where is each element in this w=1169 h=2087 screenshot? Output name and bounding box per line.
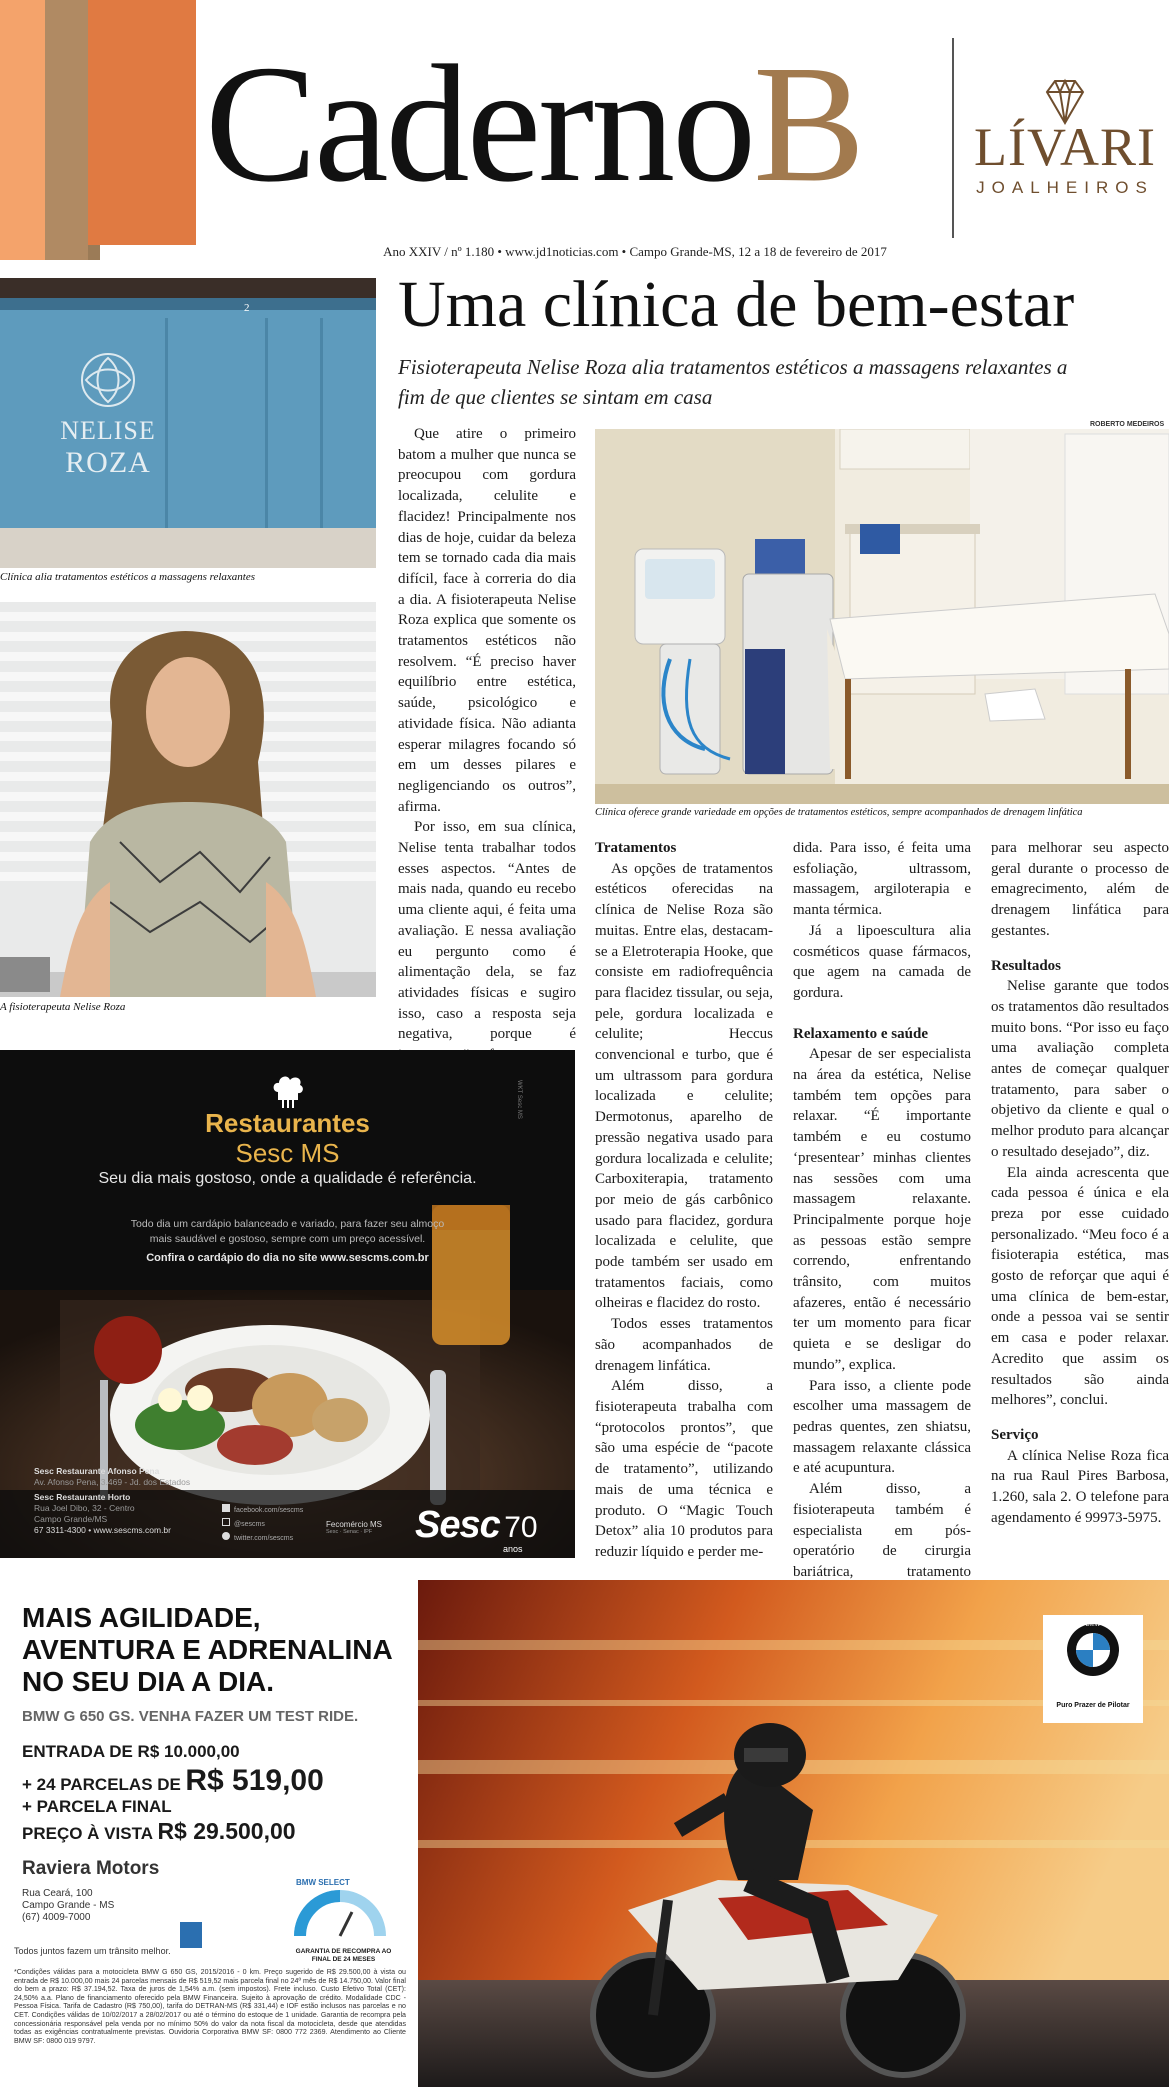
body-paragraph: dida. Para isso, é feita uma esfoliação, ultrassom, massagem, argiloterapia e manta térmica. bbox=[793, 840, 971, 919]
sesc-logo: Sesc 70 anos bbox=[415, 1504, 538, 1554]
bmw-entry: ENTRADA DE R$ 10.000,00 bbox=[22, 1742, 240, 1761]
sesc-ad-body1: Todo dia um cardápio balanceado e variado, para fazer seu almoço bbox=[130, 1218, 445, 1230]
location-address: Campo Grande/MS bbox=[34, 1514, 108, 1524]
intro-column bbox=[398, 424, 576, 1066]
section-heading: Resultados bbox=[991, 957, 1062, 974]
bmw-logo-letters: BMW bbox=[1085, 1622, 1101, 1628]
body-paragraph: Nelise garante que todos os tratamentos dão resultados muito bons. “Por isso eu faço uma avaliação completa antes de começar qualquer tratamento, para saber o objetivo da cliente e qual o melhor produto para alcançar o resultado desejado”, diz. bbox=[991, 978, 1169, 1160]
clinic-sign-line1: NELISE bbox=[60, 416, 156, 445]
section-heading: Serviço bbox=[991, 1426, 1039, 1443]
treatment-room-photo bbox=[595, 429, 1169, 804]
caption-room: Clínica oferece grande variedade em opções de tratamentos estéticos, sempre acompanhados de drenagem linfática bbox=[595, 807, 1083, 818]
bmw-headline-line: MAIS AGILIDADE, bbox=[22, 1602, 261, 1633]
intro-paragraph: Que atire o primeiro batom a mulher que nunca se preocupou com gordura localizada, celulite e flacidez! Principalmente nos dias de hoje, cuidar da beleza tem se tornado cada dia mais difícil, face à correria do dia a dia. A fisioterapeuta Nelise Roza explica que somente os tratamentos estéticos não resolvem. “É preciso haver equilíbrio entre estética, saúde, psicológico e atividade física. Não adianta esperar milagres focando só em um desses pilares e negligenciando os outros”, afirma. bbox=[398, 426, 576, 815]
sponsor-name: LÍVARI bbox=[973, 117, 1156, 177]
body-paragraph: As opções de tratamentos estéticos oferecidas na clínica de Nelise Roza são muitas. Entre elas, destacam-se a Eletroterapia Hooke, que consiste em radiofrequência para flacidez tissular, ou seja, pele, gordura localizada e celulite; Heccus convencional e turbo, que é um ultrassom para gordura localizada e celulite; Dermotonus, aparelho de pressão negativa usado para gordura localizada e celulite; Carboxiterapia, tratamento por meio de gás carbônico usado para flacidez, gordura localizada e celulite, que pode também ser usado em tratamentos faciais, como olheiras e flacidez do rosto. bbox=[595, 860, 773, 1312]
article-headline: Uma clínica de bem-estar bbox=[398, 268, 1075, 341]
bmw-motorcycle-photo bbox=[418, 1580, 1169, 2087]
sesc-social: facebook.com/sescms @sescms twitter.com/sescms bbox=[222, 1504, 303, 1546]
caption-clinic-front: Clínica alia tratamentos estéticos a massagens relaxantes bbox=[0, 571, 256, 583]
location-name: Sesc Restaurante Afonso Pena bbox=[34, 1466, 160, 1476]
dealer-name: Raviera Motors bbox=[22, 1858, 160, 1879]
transit-logo-icon bbox=[180, 1922, 202, 1948]
body-paragraph: Além disso, a fisioterapeuta trabalha com “protocolos prontos”, que são uma espécie de “pacote de tratamento”, utilizando mais de uma técnica e produto. O “Magic Touch Detox” alia 10 produtos para reduzir líquido e perder me- bbox=[595, 1378, 773, 1560]
sesc-phone-site: 67 3311-4300 • www.sescms.com.br bbox=[34, 1525, 171, 1535]
section-heading: Relaxamento e saúde bbox=[793, 1025, 928, 1042]
diamond-icon bbox=[1037, 78, 1093, 126]
photo-credit: ROBERTO MEDEIROS bbox=[1090, 421, 1165, 428]
sesc-ad-title2: Sesc MS bbox=[235, 1138, 340, 1168]
chef-hat-icon bbox=[268, 1070, 308, 1110]
body-paragraph: Para isso, a cliente pode escolher uma massagem de pedras quentes, zen shiatsu, massagem relaxante clássica e até acupuntura. bbox=[793, 1377, 971, 1477]
caption-portrait: A fisioterapeuta Nelise Roza bbox=[0, 1001, 126, 1013]
bmw-tagline: Puro Prazer de Pilotar bbox=[1056, 1702, 1130, 1709]
facebook-icon bbox=[222, 1504, 230, 1512]
body-column-1 bbox=[595, 838, 773, 1563]
fecomercio-logo: Fecomércio MS Sesc · Senac · IPF bbox=[326, 1520, 383, 1535]
bmw-logo-icon bbox=[1065, 1622, 1121, 1678]
body-paragraph: Todos esses tratamentos são acompanhados de drenagem linfática. bbox=[595, 1316, 773, 1374]
sesc-ad-body2: mais saudável e gostoso, sempre com um preço acessível. bbox=[149, 1233, 426, 1245]
bmw-ad-text-panel bbox=[0, 1580, 415, 2087]
twitter-icon bbox=[222, 1532, 230, 1540]
body-paragraph: Ela ainda acrescenta que cada pessoa é única e ela preza por esse cuidado personalizado. “Meu foco é a fisioterapia estética, mas gosto de reforçar que aqui é uma clínica de bem-estar, onde a pessoa vai se sentir em casa e poder relaxar. Acredito que assim os resultados são ainda melhores”, conclui. bbox=[991, 1164, 1169, 1409]
bmw-final-parcel: + PARCELA FINAL bbox=[22, 1797, 172, 1816]
bmw-select-gauge-icon bbox=[290, 1884, 390, 1944]
masthead-stripe-orange bbox=[88, 0, 196, 245]
masthead-stripe-accent bbox=[45, 0, 88, 260]
body-paragraph: para melhorar seu aspecto geral durante o processo de emagrecimento, além de drenagem linfática para gestantes. bbox=[991, 840, 1169, 939]
sponsor-logo bbox=[965, 80, 1165, 198]
body-paragraph: Apesar de ser especialista na área da estética, Nelise também tem opções para relaxar. “É importante também e eu costumo ‘presentear’ minhas clientes nas sessões com uma massagem relaxante. Principalmente porque hoje as pessoas estão sempre correndo, enfrentando trânsito, com muitos afazeres, então é necessário ter um momento para ficar quieta e se desligar do mundo”, explica. bbox=[793, 1046, 971, 1373]
sesc-restaurant-ad bbox=[0, 1050, 575, 1558]
body-column-2 bbox=[793, 838, 971, 1624]
sesc-ad-side-note: WKT Sesc MS bbox=[516, 1080, 522, 1119]
masthead-divider bbox=[952, 38, 954, 238]
location-address: Av. Afonso Pena, 3.469 - Jd. dos Estados bbox=[34, 1477, 191, 1487]
location-address: Rua Joel Dibo, 32 - Centro bbox=[34, 1503, 135, 1513]
dateline: Ano XXIV / nº 1.180 • www.jd1noticias.com • Campo Grande-MS, 12 a 18 de fevereiro de 2017 bbox=[383, 244, 887, 259]
body-paragraph: Já a lipoescultura alia cosméticos quase fármacos, que agem na camada de gordura. bbox=[793, 922, 971, 1001]
sesc-ad-slogan: Seu dia mais gostoso, onde a qualidade é referência. bbox=[98, 1170, 477, 1187]
body-paragraph: Além disso, a fisioterapeuta também é especialista em pós-operatório de cirurgia bariátrica, tratamento bbox=[793, 1481, 971, 1580]
sesc-ad-cta: Confira o cardápio do dia no site www.sescms.com.br bbox=[146, 1252, 429, 1264]
dealer-address: Rua Ceará, 100 Campo Grande - MS (67) 4009-7000 bbox=[22, 1888, 115, 1923]
sesc-ad-title1: Restaurantes bbox=[205, 1108, 370, 1138]
transit-note: Todos juntos fazem um trânsito melhor. bbox=[14, 1946, 171, 1956]
instagram-icon bbox=[222, 1518, 230, 1526]
sesc-locations bbox=[34, 1466, 190, 1536]
sponsor-subtitle: JOALHEIROS bbox=[976, 178, 1154, 197]
intro-paragraph: Por isso, em sua clínica, Nelise tenta trabalhar todos esses aspectos. “Antes de mais nada, quando eu recebo uma cliente aqui, é feita uma avaliação. E nessa avaliação eu pergunto como é alimentação dela, se faz atividades físicas e sugiro isso, caso a resposta seja negativa, porque é bbox=[398, 819, 576, 1043]
bmw-parcels: + 24 PARCELAS DE R$ 519,00 bbox=[22, 1764, 324, 1797]
section-title: CadernoB bbox=[205, 31, 863, 217]
bmw-model-line: BMW G 650 GS. VENHA FAZER UM TEST RIDE. bbox=[22, 1708, 359, 1725]
bmw-headline-line: AVENTURA E ADRENALINA bbox=[22, 1634, 393, 1665]
bmw-select-label: BMW SELECT bbox=[296, 1878, 350, 1887]
clinic-front-photo bbox=[0, 278, 376, 568]
article-subhead: Fisioterapeuta Nelise Roza alia tratamentos estéticos a massagens relaxantes a fim de que clientes se sintam em casa bbox=[398, 355, 1068, 409]
bmw-cash-price: PREÇO À VISTA R$ 29.500,00 bbox=[22, 1818, 296, 1844]
location-name: Sesc Restaurante Horto bbox=[34, 1492, 131, 1502]
door-number: 2 bbox=[244, 302, 250, 314]
clinic-sign-line2: ROZA bbox=[65, 446, 151, 479]
bmw-fine-print: *Condições válidas para a motocicleta BMW G 650 GS, 2015/2016 - 0 km. Preço sugerido de R$ 29.500,00 à vista ou entrada de R$ 10.000,00 mais 24 parcelas mensais de R$ 519,52 mais parcela final no 24º mês de R$ 14.750,00. Valor final do bem a prazo: R$ 37.194,52. Taxa de juros de 1,54% a.m. (sem impostos). Frete incluso. Custo Efetivo Total (CET): 24,50% a.a. Plano de financiamento oferecido pela BMW Financeira. Sujeito à aprovação de crédito. Modalidade CDC - Pessoa Física. Tarifa de Cadastro (R$ 750,00), tarifa do DETRAN-MS (R$ 331,44) e IOF estão inclusos nas parcelas e no CET. Condições válidas de 10/02/2017 a 28/02/2017 ou até o término do estoque de 1 unidade. Garantia de recompra pela concessionária responsável pela venda por no mínimo 50% do valor da nota fiscal da motocicleta, desde que atendidas todas as exigências contratualmente previstas. Ouvidoria Corporativa BMW SF: 0800 772 2369. Atendimento ao Cliente BMW SF: 0800 019 9797. bbox=[14, 1968, 406, 2045]
body-column-3 bbox=[991, 838, 1169, 1529]
body-paragraph: A clínica Nelise Roza fica na rua Raul Pires Barbosa, 1.260, sala 2. O telefone para agendamento é 99973-5975. bbox=[991, 1447, 1169, 1526]
bmw-headline-line: NO SEU DIA A DIA. bbox=[22, 1666, 275, 1697]
section-heading: Tratamentos bbox=[595, 840, 677, 856]
masthead-stripe-light bbox=[0, 0, 45, 260]
portrait-photo bbox=[0, 602, 376, 997]
bmw-guarantee: GARANTIA DE RECOMPRA AO FINAL DE 24 MESES bbox=[295, 1948, 392, 1963]
